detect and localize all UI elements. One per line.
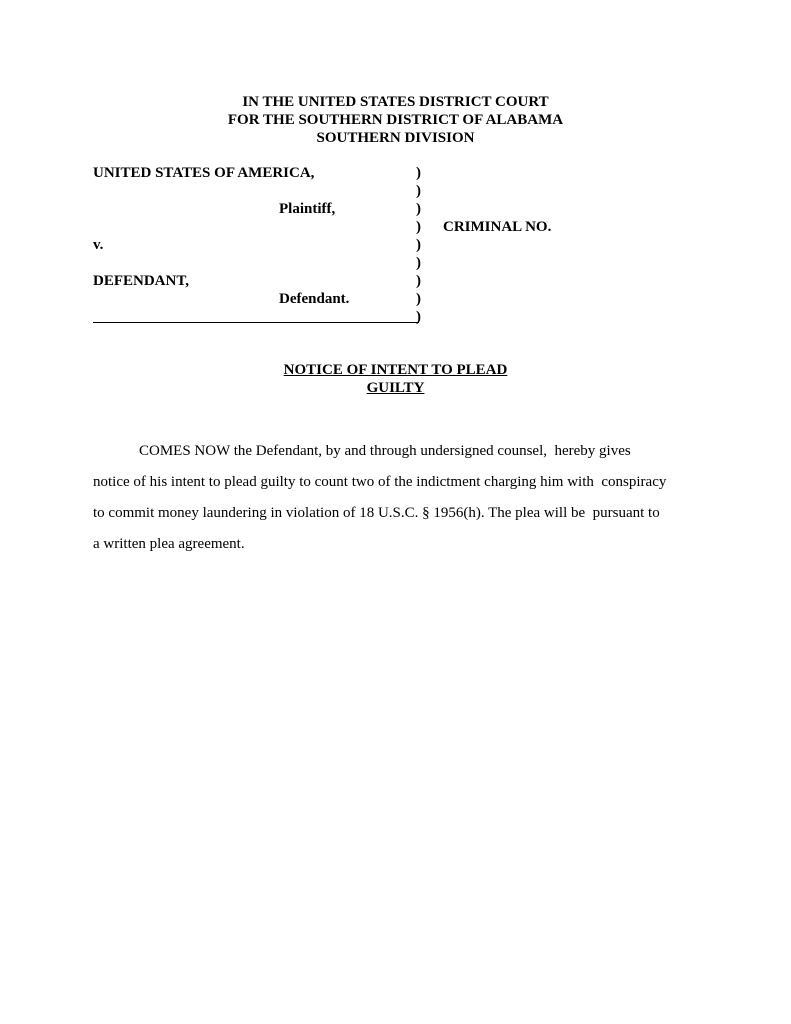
caption-paren: ) (416, 165, 421, 181)
caption-paren: ) (416, 183, 421, 199)
body-line: notice of his intent to plead guilty to count two of the indictment charging him with conspiracy (93, 474, 667, 490)
court-header (0, 93, 791, 147)
caption-paren: ) (416, 291, 421, 307)
body-line: a written plea agreement. (93, 536, 245, 552)
case-number-label: CRIMINAL NO. (443, 219, 552, 235)
plaintiff-role: Plaintiff, (279, 201, 336, 217)
plaintiff-name: UNITED STATES OF AMERICA, (93, 165, 315, 181)
defendant-role: Defendant. (279, 291, 350, 307)
caption-paren: ) (416, 201, 421, 217)
division-line: SOUTHERN DIVISION (316, 130, 475, 146)
title-line: GUILTY (366, 380, 425, 396)
notice-body (93, 438, 693, 562)
caption-paren: ) (416, 255, 421, 271)
caption-paren-column (416, 164, 421, 326)
case-caption (93, 164, 653, 329)
court-name-line: IN THE UNITED STATES DISTRICT COURT (242, 94, 549, 110)
defendant-name: DEFENDANT, (93, 273, 189, 289)
caption-underline (93, 322, 419, 323)
versus-label: v. (93, 237, 104, 253)
district-line: FOR THE SOUTHERN DISTRICT OF ALABAMA (227, 112, 564, 128)
title-line: NOTICE OF INTENT TO PLEAD (283, 362, 508, 378)
caption-paren: ) (416, 219, 421, 235)
caption-paren: ) (416, 273, 421, 289)
body-line: to commit money laundering in violation of 18 U.S.C. § 1956(h). The plea will be pursuant to (93, 505, 660, 521)
caption-paren: ) (416, 309, 421, 325)
body-line: COMES NOW the Defendant, by and through undersigned counsel, hereby gives (139, 443, 631, 459)
document-title (0, 361, 791, 397)
caption-paren: ) (416, 237, 421, 253)
